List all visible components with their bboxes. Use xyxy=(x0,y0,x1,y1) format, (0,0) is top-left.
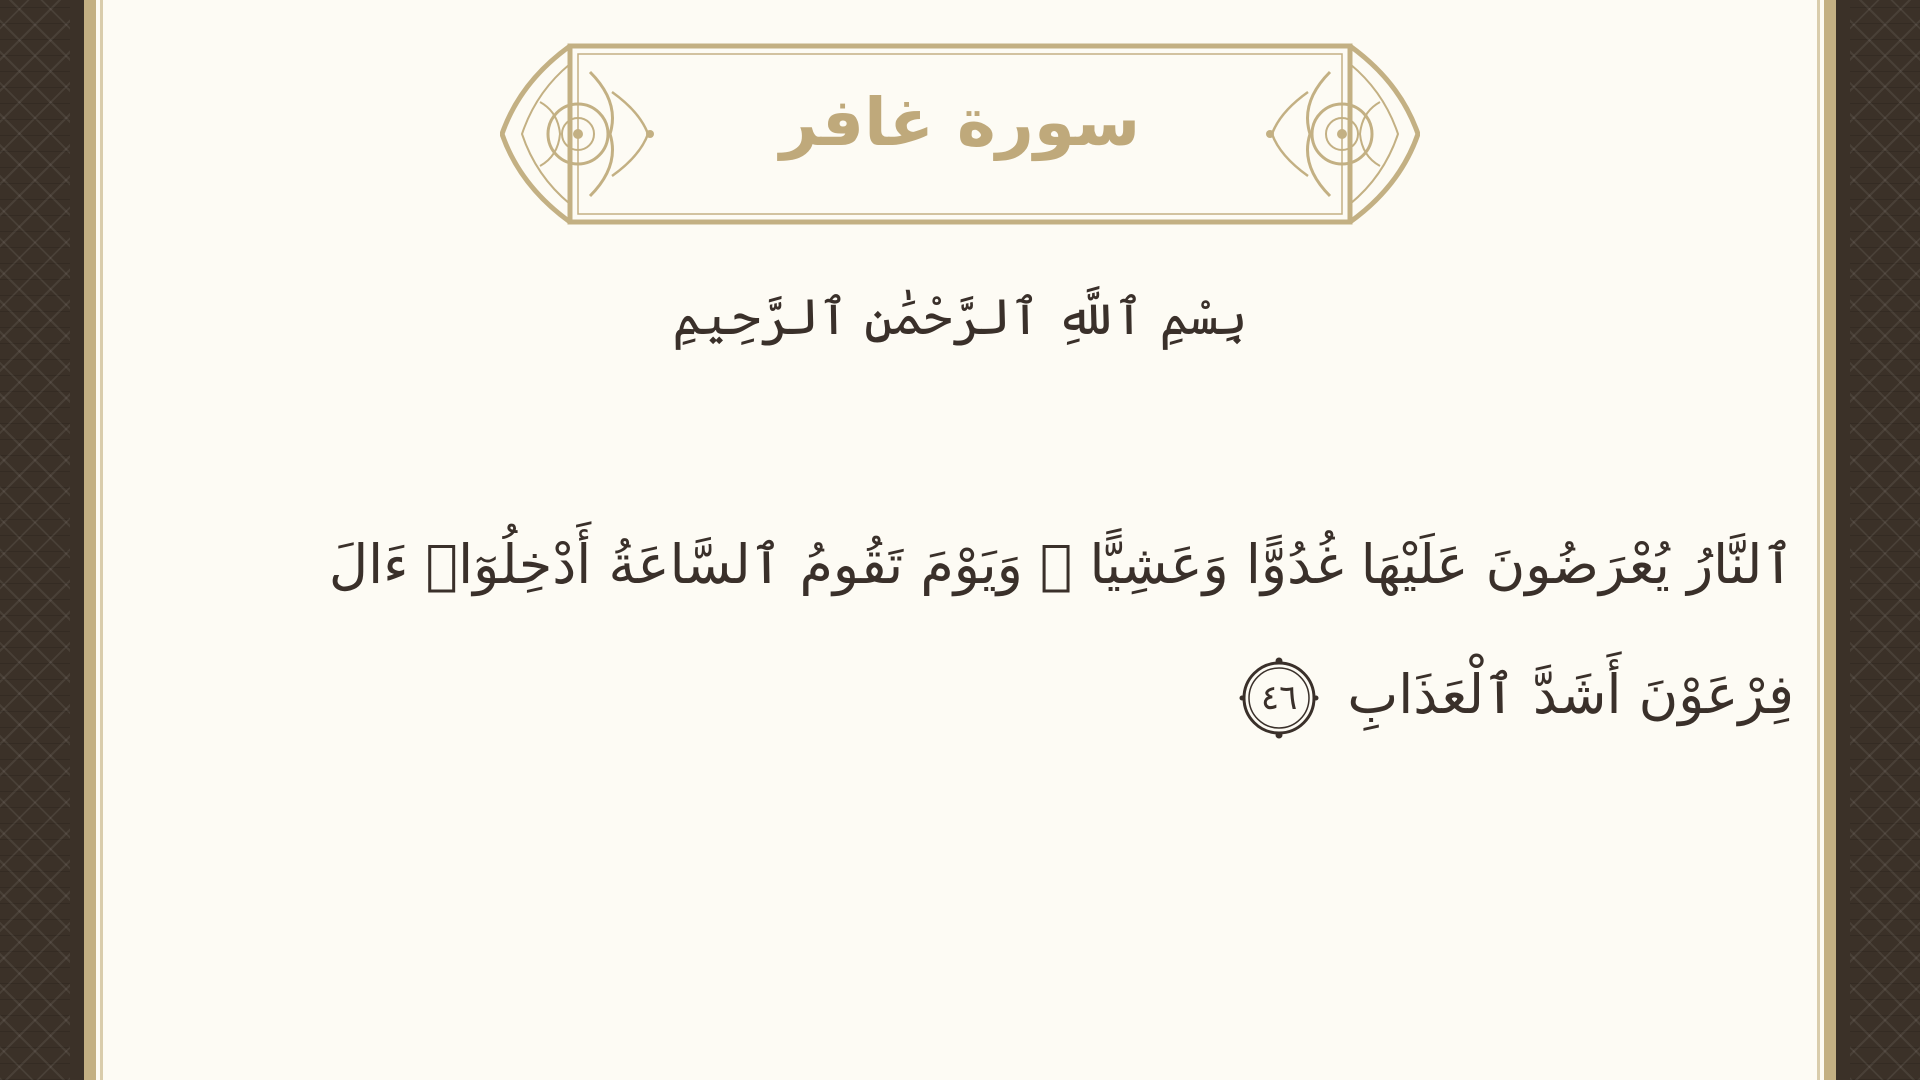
surah-title: سورة غافر xyxy=(779,84,1141,161)
basmala: بِسْمِ ٱللَّهِ ٱلرَّحْمَٰنِ ٱلرَّحِيمِ xyxy=(672,288,1248,346)
right-pattern-border xyxy=(1850,0,1920,1080)
left-gold-rule xyxy=(84,0,96,1080)
mushaf-page xyxy=(96,0,1824,1080)
ayah-number: ٤٦ xyxy=(1260,678,1298,719)
verse-text xyxy=(264,500,1794,760)
surah-banner xyxy=(500,42,1420,226)
verse-line: ٱلنَّارُ يُعْرَضُونَ عَلَيْهَا غُدُوًّا وَعَشِيًّا ۖ وَيَوْمَ تَقُومُ ٱلسَّاعَةُ أَدْخِلُوٓا۟ ءَالَ فِرْعَوْنَ أَشَدَّ ٱلْعَذَابِ xyxy=(328,533,1794,726)
page-inner-rule-right xyxy=(1817,0,1820,1080)
ayah-marker xyxy=(1238,657,1320,739)
left-pattern-border xyxy=(0,0,70,1080)
page-inner-rule-left xyxy=(100,0,103,1080)
right-gold-rule xyxy=(1824,0,1836,1080)
